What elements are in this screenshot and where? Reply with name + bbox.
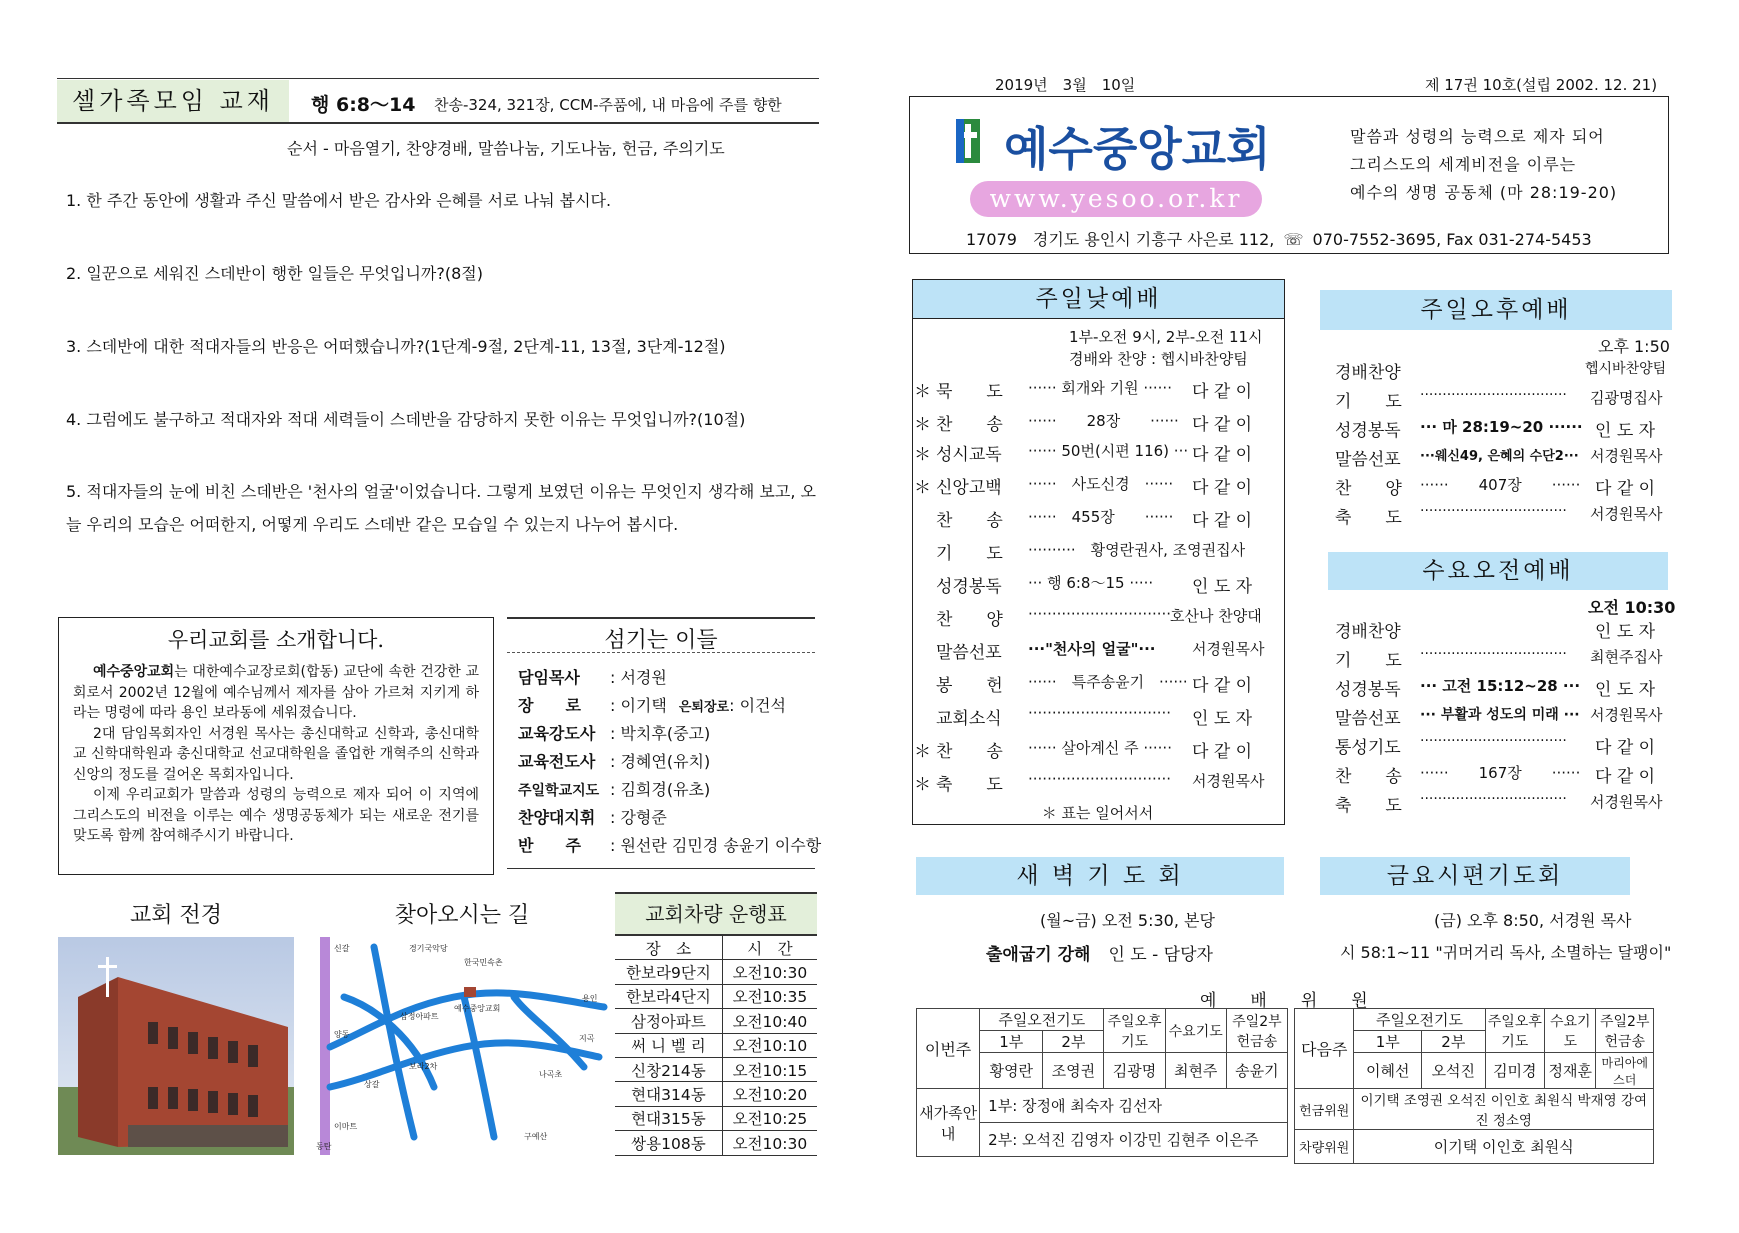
map-label-yangdong: 양동 <box>334 1030 350 1039</box>
staff-elder: 장 로 : 이기택 은퇴장로: 이건석 <box>518 696 786 715</box>
service-item: 경배찬양 헵시바찬양팀 <box>1335 361 1667 383</box>
intro-paragraph-1: 예수중앙교회는 대한예수교장로회(합동) 교단에 속한 건강한 교회로서 2002년 12월에 예수님께서 제자를 삼아 가르쳐 지키게 하라는 명령에 따라 용인 보라동에 세워졌습니다. <box>73 664 479 721</box>
bus-title: 교회차량 운행표 <box>615 892 817 936</box>
cell-rule <box>57 122 819 124</box>
service-item: 찬 양 ······························ 호산나 찬양대 <box>936 605 1262 630</box>
service-item: 말씀선포 ···웨신49, 은혜의 수단2··· 서경원목사 <box>1335 447 1663 470</box>
staff-choir-director: 찬양대지휘 : 강형준 <box>518 808 667 827</box>
wednesday-order <box>1335 617 1665 820</box>
bulletin-date: 2019년 3월 10일 <box>995 76 1136 94</box>
cell-top-rule <box>57 78 819 79</box>
service-item: 교회소식 ······························ 인 도 자 <box>936 704 1253 729</box>
map-label-guyesan: 구예산 <box>524 1132 548 1141</box>
sunday-morning-praise: 경배와 찬양 : 헵시바찬양팀 <box>1069 350 1248 368</box>
question-5: 5. 적대자들의 눈에 비친 스데반은 '천사의 얼굴'이었습니다. 그렇게 보였던 이유는 무엇인지 생각해 보고, 오늘 우리의 모습은 어떠한지, 어떻게 우리도 스데반 같은 모습일 수 있는지 나누어 봅시다. <box>66 482 816 534</box>
bus-schedule <box>615 892 817 1156</box>
staff-pastor: 담임목사 : 서경원 <box>518 668 667 687</box>
stand-note: ＊ 표는 일어서서 <box>1041 804 1154 822</box>
bus-row: 써 니 벨 리 오전10:10 <box>615 1033 817 1057</box>
map-label-dongtan: 동탄 <box>316 1142 332 1151</box>
dawn-prayer-title: 새 벽 기 도 회 <box>916 857 1284 895</box>
map-label-yongin: 용인 <box>582 994 598 1003</box>
service-item: 찬 송 ······ 455장 ······ 다 같 이 <box>936 508 1253 531</box>
map-label-singal: 신갈 <box>334 944 350 953</box>
question-1: 1. 한 주간 동안에 생활과 주신 말씀에서 받은 감사와 은혜를 서로 나눠 봅시다. <box>66 191 612 210</box>
service-item: 봉 헌 ······ 특주송윤기 ······ 다 같 이 <box>936 673 1253 696</box>
wednesday-title: 수요오전예배 <box>1328 552 1668 590</box>
question-4: 4. 그럼에도 불구하고 적대자와 적대 세력들이 스데반을 감당하지 못한 이유는 무엇입니까?(10절) <box>66 410 746 429</box>
service-item: 기 도 ································· 김광명집사 <box>1335 387 1663 412</box>
sunday-morning-order <box>912 377 1283 823</box>
question-3: 3. 스데반에 대한 적대자들의 반응은 어떠했습니까?(1단계-9절, 2단계-11, 13절, 3단계-12절) <box>66 337 726 356</box>
service-item: 기 도 ·········· 황영란권사, 조영권집사 <box>936 541 1246 564</box>
wednesday-time: 오전 10:30 <box>1588 598 1676 617</box>
church-url[interactable]: www.yesoo.or.kr <box>970 181 1262 217</box>
cell-reference: 행 6:8～14 <box>311 94 416 116</box>
bus-row: 신창214동 오전10:15 <box>615 1057 817 1081</box>
friday-prayer-text: 시 58:1~11 "귀머거리 독사, 소멸하는 달팽이" <box>1340 943 1672 962</box>
bus-row: 삼정아파트 오전10:40 <box>615 1009 817 1033</box>
service-item: 경배찬양 인 도 자 <box>1335 622 1656 642</box>
church-motto: 말씀과 성령의 능력으로 제자 되어 그리스도의 세계비전을 이루는 예수의 생명 공동체 (마 28:19-20) <box>1350 127 1618 202</box>
map-label-gugak: 경기국악당 <box>409 944 448 953</box>
map-title: 찾아오시는 길 <box>394 903 530 928</box>
map-label-bora2: 보라2차 <box>409 1062 438 1071</box>
worship-committee-title: 예 배 위 원 <box>1200 991 1368 1011</box>
service-item: ＊ 성시교독 ······ 50번(시편 116) ··· 다 같 이 <box>914 442 1253 465</box>
church-address-line <box>966 227 1592 250</box>
intro-church-name: 예수중앙교회 <box>93 664 175 680</box>
staff-accompanist: 반 주 : 원선란 김민경 송윤기 이수항 <box>518 836 822 855</box>
service-item: 말씀선포 ··· 부활과 성도의 미래 ··· 서경원목사 <box>1335 706 1663 729</box>
question-2: 2. 일꾼으로 세워진 스데반이 행한 일들은 무엇입니까?(8절) <box>66 264 483 283</box>
bus-table <box>615 936 817 1156</box>
service-item: ＊ 찬 송 ······ 28장 ······ 다 같 이 <box>914 412 1253 435</box>
bus-row: 쌍용108동 오전10:30 <box>615 1131 817 1155</box>
service-item: 성경봉독 ··· 행 6:8～15 ····· 인 도 자 <box>936 574 1253 597</box>
map-label-church: 예수중앙교회 <box>454 1004 501 1013</box>
service-item: ＊ 찬 송 ······ 살아계신 주 ······ 다 같 이 <box>914 739 1253 762</box>
bus-row: 현대315동 오전10:25 <box>615 1106 817 1130</box>
intro-paragraph-2: 2대 담임목회자인 서경원 목사는 총신대학교 신학과, 총신대학교 신학대학원과 총신대학교 선교대학원을 졸업한 개혁주의 신학과 신앙의 정도를 걸어온 목회자입니다. <box>73 725 479 783</box>
directions-map <box>314 937 610 1155</box>
service-item: 기 도 ································· 최현주집사 <box>1335 646 1663 671</box>
cell-title: 셀가족모임 교재 <box>57 80 289 122</box>
map-label-sanggal: 상갈 <box>364 1080 380 1089</box>
map-label-nagok: 나곡초 <box>539 1070 563 1079</box>
committee-next-week: 다음주 주일오전기도 주일오후기도 수요기도 주일2부헌금송 1부 2부 이혜선 오석진 김미경 정재훈 마리아에스더 헌금위원 이기택 조영권 오석진 이인호 최원식 박재영 강여진 정소영 차량위원 이기택 이인호 최원식 <box>1294 1008 1654 1164</box>
service-item: ＊ 축 도 ······························ 서경원목사 <box>914 770 1265 795</box>
church-address: 17079 경기도 용인시 기흥구 사은로 112, <box>966 230 1275 249</box>
sunday-afternoon-title: 주일오후예배 <box>1320 290 1672 330</box>
service-item: 말씀선포 ···"천사의 얼굴"··· 서경원목사 <box>936 640 1265 663</box>
map-label-jigok: 지곡 <box>579 1034 595 1043</box>
dawn-prayer-time: (월~금) 오전 5:30, 본당 <box>1040 911 1215 930</box>
dawn-prayer-topic: 출애굽기 강해 인 도 - 담당자 <box>986 945 1213 965</box>
bulletin-volume: 제 17권 10호(설립 2002. 12. 21) <box>1425 76 1658 94</box>
committee-this-week: 이번주 주일오전기도 주일오후기도 수요기도 주일2부헌금송 1부 2부 황영란 조영권 김광명 최현주 송윤기 새가족안 내 1부: 장정애 최숙자 김선자 2부: 오석진 김영자 이강민 김현주 이은주 <box>916 1008 1288 1157</box>
service-item: 성경봉독 ··· 고전 15:12~28 ··· 인 도 자 <box>1335 677 1656 700</box>
service-item: 축 도 ································· 서경원목사 <box>1335 503 1663 528</box>
phone-icon: ☏ <box>1283 230 1304 249</box>
staff-edu-evangelist: 교육전도사 : 경혜연(유치) <box>518 752 711 771</box>
service-item: 찬 양 ······ 407장 ······ 다 같 이 <box>1335 476 1656 499</box>
staff-sunday-school: 주일학교지도 : 김희경(유초) <box>518 780 711 799</box>
friday-prayer-time: (금) 오후 8:50, 서경원 목사 <box>1434 911 1632 930</box>
church-logo-icon <box>956 119 980 163</box>
church-name: 예수중앙교회 <box>1004 122 1271 176</box>
sunday-afternoon-time: 오후 1:50 <box>1598 337 1670 356</box>
map-label-emart: 이마트 <box>334 1122 358 1131</box>
cell-hymn: 찬송-324, 321장, CCM-주품에, 내 마음에 주를 향한 <box>434 96 782 114</box>
photo-title: 교회 전경 <box>129 903 222 928</box>
service-item: 축 도 ································· 서경원목사 <box>1335 791 1663 816</box>
sunday-afternoon-order <box>1335 358 1665 532</box>
bus-row: 한보라9단지 오전10:30 <box>615 960 817 984</box>
map-label-folkvillage: 한국민속촌 <box>464 958 503 967</box>
service-item: 찬 송 ······ 167장 ······ 다 같 이 <box>1335 764 1656 787</box>
bus-row: 현대314동 오전10:20 <box>615 1082 817 1106</box>
service-item: ＊ 신앙고백 ······ 사도신경 ······ 다 같 이 <box>914 475 1253 498</box>
bus-header-row: 장 소 시 간 <box>615 936 817 960</box>
staff-bottom-rule <box>507 868 815 869</box>
map-label-samjeong: 삼정아파트 <box>400 1012 439 1021</box>
service-item: ＊ 묵 도 ······ 회개와 기원 ······ 다 같 이 <box>914 379 1253 402</box>
sunday-morning-time: 1부-오전 9시, 2부-오전 11시 <box>1069 328 1263 346</box>
staff-rule <box>507 652 815 653</box>
service-item: 통성기도 ································· 다 같 이 <box>1335 733 1656 758</box>
church-photo <box>58 937 294 1155</box>
church-contact: 070-7552-3695, Fax 031-274-5453 <box>1312 230 1592 249</box>
church-intro <box>58 617 494 875</box>
intro-paragraph-3: 이제 우리교회가 말씀과 성령의 능력으로 제자 되어 이 지역에 그리스도의 비전을 이루는 예수 생명공동체가 되는 새로운 전기를 맞도록 함께 참여해주시기 바랍니다. <box>73 787 479 844</box>
bus-row: 한보라4단지 오전10:35 <box>615 984 817 1008</box>
staff-edu-preacher: 교육강도사 : 박치후(중고) <box>518 724 711 743</box>
intro-title: 우리교회를 소개합니다. <box>167 628 385 652</box>
staff-title: 섬기는 이들 <box>507 617 815 658</box>
church-header-box <box>909 96 1669 254</box>
friday-prayer-title: 금요시편기도회 <box>1320 857 1630 895</box>
cell-order: 순서 - 마음열기, 찬양경배, 말씀나눔, 기도나눔, 헌금, 주의기도 <box>287 139 725 158</box>
service-item: 성경봉독 ··· 마 28:19~20 ······ 인 도 자 <box>1335 418 1656 441</box>
sunday-morning-title: 주일낮예배 <box>913 280 1284 318</box>
